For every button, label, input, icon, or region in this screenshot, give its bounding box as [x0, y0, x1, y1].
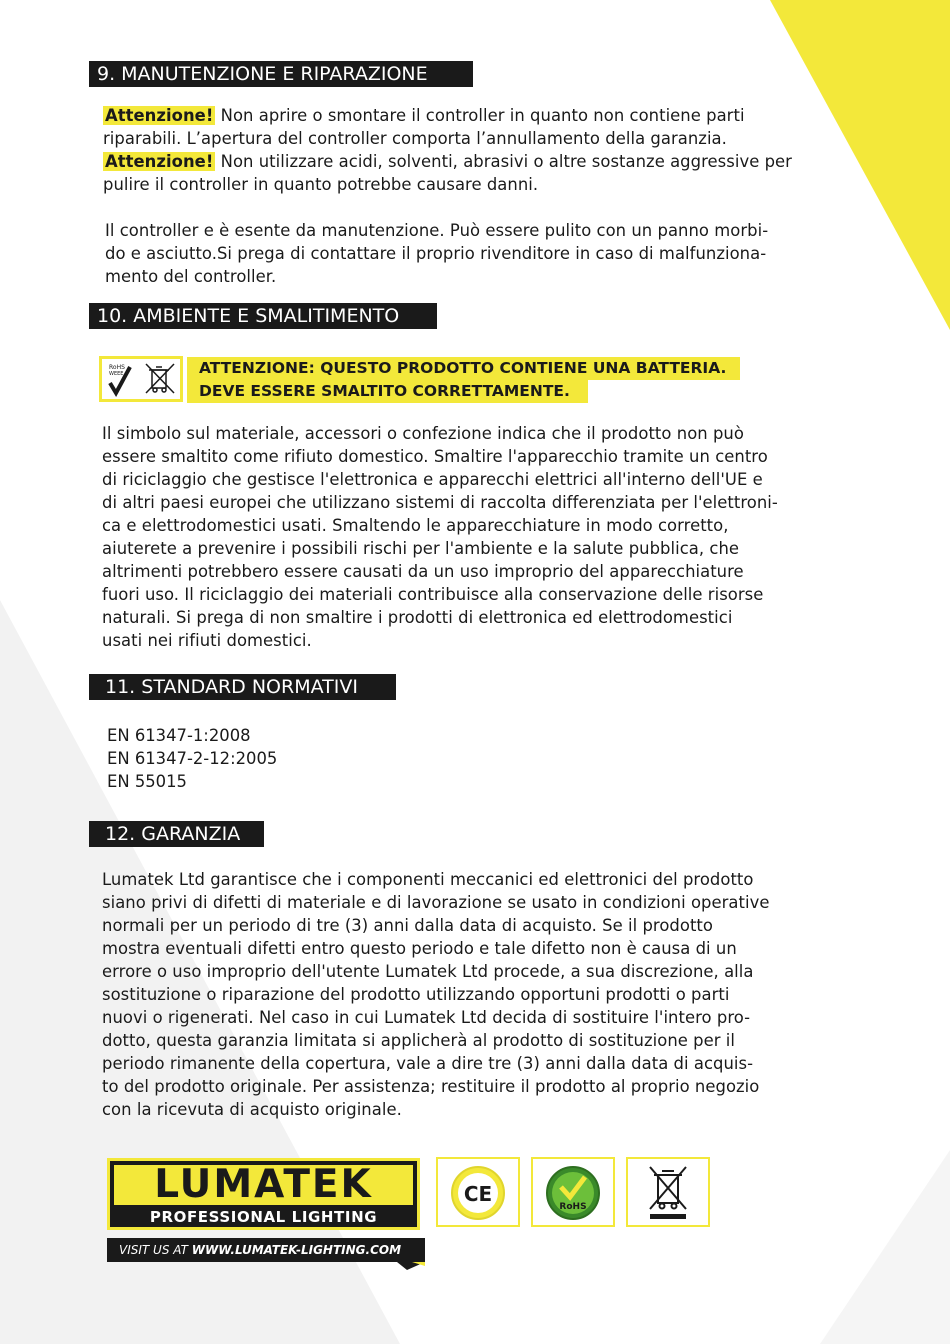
- warning-2-line-2: pulire il controller in quanto potrebbe causare danni.: [103, 175, 539, 194]
- warning-2-line-1: Attenzione! Non utilizzare acidi, solventi, abrasivi o altre sostanze aggressive per: [105, 152, 792, 171]
- section-9-body: [105, 219, 768, 288]
- rohs-box: [531, 1157, 615, 1227]
- weee-box: [626, 1157, 710, 1227]
- warning-label: Attenzione!: [105, 106, 214, 125]
- text-line: con la ricevuta di acquisto originale.: [102, 1100, 402, 1119]
- warning-1-line-1: Attenzione! Non aprire o smontare il controller in quanto non contiene parti: [105, 106, 745, 125]
- text-line: mostra eventuali difetti entro questo periodo e tale difetto non è causa di un: [102, 939, 737, 958]
- section-12-body: [102, 868, 770, 1121]
- weee-bin-icon: [628, 1159, 708, 1225]
- svg-text:RoHS: RoHS: [109, 364, 125, 371]
- section-10-heading: 10. AMBIENTE E SMALITIMENTO: [89, 303, 437, 329]
- text-line: di altri paesi europei che utilizzano sistemi di raccolta differenziata per l'elettroni-: [102, 493, 778, 512]
- ce-mark-icon: [438, 1159, 518, 1225]
- rohs-weee-icon: [102, 359, 180, 399]
- text-line: to del prodotto originale. Per assistenza; restituire il prodotto al proprio negozio: [102, 1077, 760, 1096]
- text-line: naturali. Si prega di non smaltire i prodotti di elettronica ed elettrodomestici: [102, 608, 733, 627]
- rohs-weee-icon-box: [99, 356, 183, 402]
- text-line: altrimenti potrebbero essere causati da un uso improprio del apparecchiature: [102, 562, 744, 581]
- text-line: mento del controller.: [105, 267, 277, 286]
- text-line: essere smaltito come rifiuto domestico. Smaltire l'apparecchio tramite un centro: [102, 447, 768, 466]
- standard-item: EN 55015: [107, 772, 187, 791]
- logo-tagline: PROFESSIONAL LIGHTING: [149, 1208, 378, 1226]
- text-line: fuori uso. Il riciclaggio dei materiali contribuisce alla conservazione delle risorse: [102, 585, 764, 604]
- svg-text:RoHS: RoHS: [559, 1202, 587, 1212]
- website-url[interactable]: WWW.LUMATEK-LIGHTING.COM: [191, 1243, 402, 1257]
- warning-1-line-2: riparabili. L’apertura del controller comporta l’annullamento della garanzia.: [103, 129, 727, 148]
- text-line: sostituzione o riparazione del prodotto utilizzando opportuni prodotti o parti: [102, 985, 730, 1004]
- logo-wordmark: LUMATEK: [114, 1165, 413, 1205]
- battery-warning-line-1: ATTENZIONE: QUESTO PRODOTTO CONTIENE UNA BATTERIA.: [187, 357, 740, 380]
- text-line: normali per un periodo di tre (3) anni dalla data di acquisto. Se il prodotto: [102, 916, 713, 935]
- text-line: errore o uso improprio dell'utente Lumatek Ltd procede, a sua discrezione, alla: [102, 962, 754, 981]
- standard-item: EN 61347-2-12:2005: [107, 749, 278, 768]
- battery-warning: [187, 357, 740, 403]
- ce-mark-box: [436, 1157, 520, 1227]
- text-line: siano privi di difetti di materiale e di lavorazione se usato in condizioni operative: [102, 893, 770, 912]
- battery-warning-line-2: DEVE ESSERE SMALTITO CORRETTAMENTE.: [187, 380, 588, 403]
- standards-list: [107, 724, 277, 793]
- text-line: nuovi o rigenerati. Nel caso in cui Lumatek Ltd decida di sostituire l'intero pro-: [102, 1008, 751, 1027]
- text-line: do e asciutto.Si prega di contattare il proprio rivenditore in caso di malfunziona-: [105, 244, 767, 263]
- text-line: aiuterete a prevenire i possibili rischi per l'ambiente e la salute pubblica, che: [102, 539, 740, 558]
- text-line: di riciclaggio che gestisce l'elettronica e apparecchi elettrici all'interno dell'UE e: [102, 470, 763, 489]
- section-11-heading: 11. STANDARD NORMATIVI: [89, 674, 396, 700]
- text-line: Lumatek Ltd garantisce che i componenti meccanici ed elettronici del prodotto: [102, 870, 754, 889]
- section-9-heading: 9. MANUTENZIONE E RIPARAZIONE: [89, 61, 473, 87]
- lumatek-logo: [107, 1158, 420, 1230]
- text-line: Il simbolo sul materiale, accessori o confezione indica che il prodotto non può: [102, 424, 744, 443]
- banner-tail-decoration: [107, 1262, 425, 1270]
- section-12-heading: 12. GARANZIA: [89, 821, 264, 847]
- text-line: usati nei rifiuti domestici.: [102, 631, 312, 650]
- warning-label: Attenzione!: [105, 152, 214, 171]
- svg-text:WEEE: WEEE: [109, 371, 124, 377]
- text-line: Il controller e è esente da manutenzione. Può essere pulito con un panno morbi-: [105, 221, 769, 240]
- visit-website-banner[interactable]: VISIT US AT WWW.LUMATEK-LIGHTING.COM: [107, 1238, 425, 1262]
- svg-text:CE: CE: [463, 1182, 493, 1206]
- text-line: periodo rimanente della copertura, vale a dire tre (3) anni dalla data di acquis-: [102, 1054, 754, 1073]
- text-line: dotto, questa garanzia limitata si applicherà al prodotto di sostituzione per il: [102, 1031, 736, 1050]
- rohs-icon: [533, 1159, 613, 1225]
- text-line: ca e elettrodomestici usati. Smaltendo le apparecchiature in modo corretto,: [102, 516, 729, 535]
- standard-item: EN 61347-1:2008: [107, 726, 251, 745]
- section-10-body: [102, 422, 778, 652]
- section-9-warnings: [103, 104, 792, 196]
